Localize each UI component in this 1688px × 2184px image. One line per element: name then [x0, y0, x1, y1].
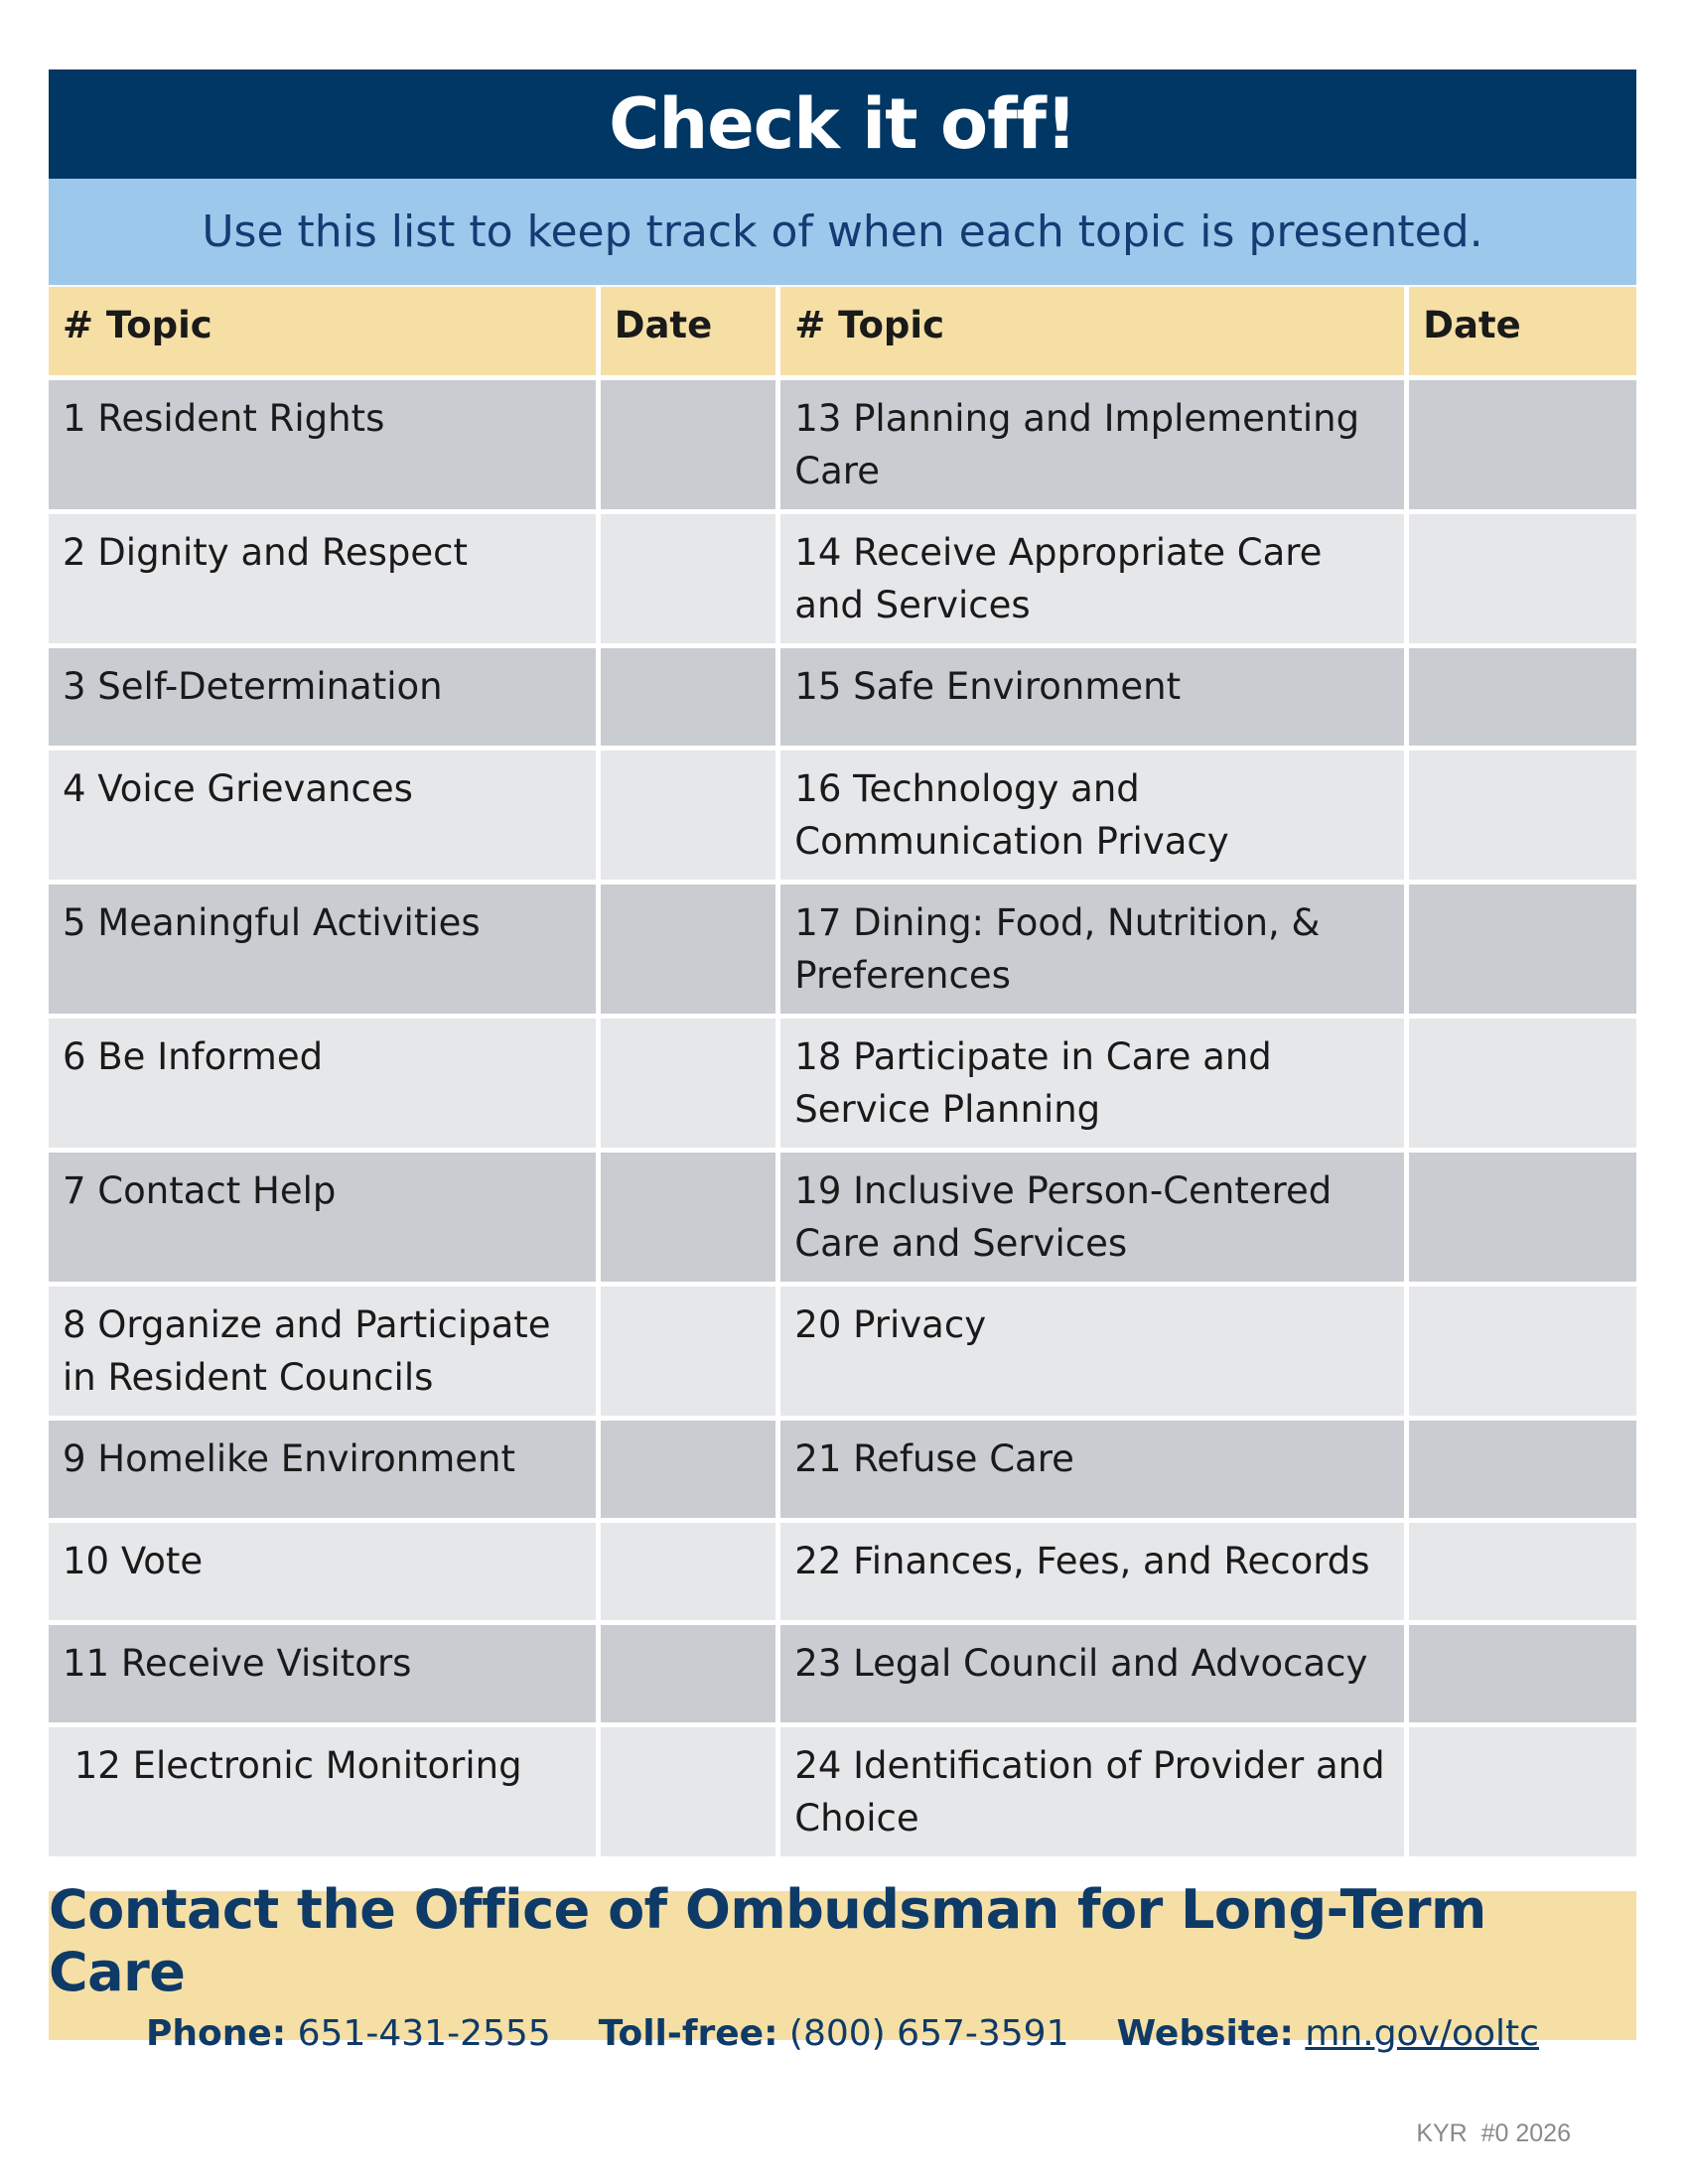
contact-heading: Contact the Office of Ombudsman for Long-Term Care — [49, 1877, 1486, 2003]
date-cell[interactable] — [1409, 1421, 1636, 1518]
table-row — [49, 1019, 1636, 1148]
header-topic-right: # Topic — [780, 287, 1404, 375]
date-cell[interactable] — [1409, 751, 1636, 880]
tollfree-label: Toll-free: — [598, 2012, 778, 2054]
date-cell[interactable] — [601, 1153, 776, 1282]
table-row — [49, 1727, 1636, 1856]
date-cell[interactable] — [1409, 1523, 1636, 1620]
topic-cell: 2 Dignity and Respect — [49, 514, 596, 643]
topic-cell: 10 Vote — [49, 1523, 596, 1620]
date-cell[interactable] — [1409, 514, 1636, 643]
date-cell[interactable] — [601, 1727, 776, 1856]
date-cell[interactable] — [1409, 1287, 1636, 1416]
topic-cell: 13 Planning and Implementing Care — [780, 380, 1404, 509]
table-row — [49, 751, 1636, 880]
topic-checklist-table — [44, 282, 1641, 1861]
table-row — [49, 885, 1636, 1014]
topic-cell: 1 Resident Rights — [49, 380, 596, 509]
contact-details — [146, 2013, 1539, 2054]
topic-cell: 22 Finances, Fees, and Records — [780, 1523, 1404, 1620]
table-row — [49, 380, 1636, 509]
topic-cell: 5 Meaningful Activities — [49, 885, 596, 1014]
table-row — [49, 1625, 1636, 1722]
date-cell[interactable] — [1409, 1727, 1636, 1856]
date-cell[interactable] — [601, 751, 776, 880]
table-row — [49, 1421, 1636, 1518]
topic-cell: 8 Organize and Participate in Resident Councils — [49, 1287, 596, 1416]
date-cell[interactable] — [601, 514, 776, 643]
topic-cell: 20 Privacy — [780, 1287, 1404, 1416]
website-info — [1117, 2013, 1539, 2054]
header-topic-left: # Topic — [49, 287, 596, 375]
date-cell[interactable] — [601, 1421, 776, 1518]
date-cell[interactable] — [601, 1287, 776, 1416]
table-row — [49, 648, 1636, 746]
topic-cell: 23 Legal Council and Advocacy — [780, 1625, 1404, 1722]
date-cell[interactable] — [1409, 1625, 1636, 1722]
page-title: Check it off! — [49, 69, 1636, 179]
date-cell[interactable] — [601, 885, 776, 1014]
topic-cell: 4 Voice Grievances — [49, 751, 596, 880]
topic-cell: 16 Technology and Communication Privacy — [780, 751, 1404, 880]
contact-box — [49, 1877, 1636, 2054]
date-cell[interactable] — [1409, 648, 1636, 746]
website-link[interactable]: mn.gov/ooltc — [1305, 2012, 1539, 2054]
topic-cell: 3 Self-Determination — [49, 648, 596, 746]
date-cell[interactable] — [601, 648, 776, 746]
date-cell[interactable] — [1409, 885, 1636, 1014]
tollfree-info — [599, 2013, 1069, 2054]
topic-cell: 11 Receive Visitors — [49, 1625, 596, 1722]
date-cell[interactable] — [601, 380, 776, 509]
header-date-right: Date — [1409, 287, 1636, 375]
topic-cell: 7 Contact Help — [49, 1153, 596, 1282]
phone-label: Phone: — [146, 2012, 287, 2054]
table-row — [49, 1153, 1636, 1282]
topic-cell: 18 Participate in Care and Service Planning — [780, 1019, 1404, 1148]
date-cell[interactable] — [601, 1523, 776, 1620]
topic-cell: 9 Homelike Environment — [49, 1421, 596, 1518]
date-cell[interactable] — [1409, 1019, 1636, 1148]
phone-number: 651-431-2555 — [297, 2012, 551, 2054]
page-subtitle: Use this list to keep track of when each topic is presented. — [49, 179, 1636, 285]
table-row — [49, 1523, 1636, 1620]
document-code: KYR #0 2026 — [1416, 2119, 1571, 2147]
date-cell[interactable] — [1409, 380, 1636, 509]
topic-cell: 12 Electronic Monitoring — [49, 1727, 596, 1856]
topic-cell: 14 Receive Appropriate Care and Services — [780, 514, 1404, 643]
topic-cell: 19 Inclusive Person-Centered Care and Services — [780, 1153, 1404, 1282]
phone-info — [146, 2013, 551, 2054]
tollfree-number: (800) 657-3591 — [788, 2012, 1069, 2054]
date-cell[interactable] — [601, 1625, 776, 1722]
date-cell[interactable] — [1409, 1153, 1636, 1282]
topic-cell: 17 Dining: Food, Nutrition, & Preferences — [780, 885, 1404, 1014]
topic-cell: 24 Identification of Provider and Choice — [780, 1727, 1404, 1856]
topic-cell: 6 Be Informed — [49, 1019, 596, 1148]
topic-cell: 15 Safe Environment — [780, 648, 1404, 746]
table-row — [49, 1287, 1636, 1416]
checklist-page — [49, 69, 1636, 2054]
website-label: Website: — [1116, 2012, 1294, 2054]
table-header-row — [49, 287, 1636, 375]
date-cell[interactable] — [601, 1019, 776, 1148]
header-date-left: Date — [601, 287, 776, 375]
topic-cell: 21 Refuse Care — [780, 1421, 1404, 1518]
table-row — [49, 514, 1636, 643]
